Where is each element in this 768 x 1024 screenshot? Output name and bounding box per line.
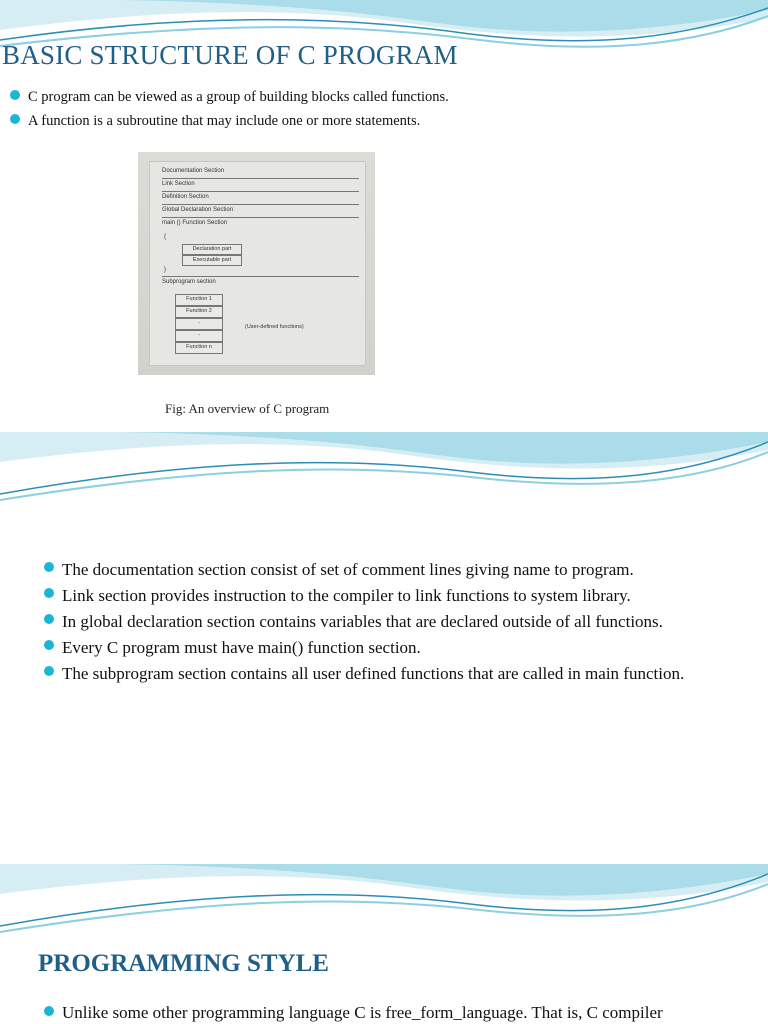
figure-brace-open: { xyxy=(164,234,167,240)
bullet-text: Link section provides instruction to the compiler to link functions to system library. xyxy=(62,586,631,605)
slide-basic-structure xyxy=(0,0,768,432)
figure-divider xyxy=(162,204,359,205)
bullet-dot-icon xyxy=(10,90,20,100)
bullet-list xyxy=(10,87,750,135)
header-wave-decoration xyxy=(0,432,768,507)
figure-divider xyxy=(162,191,359,192)
figure-brace-close: } xyxy=(164,267,167,273)
bullet-dot-icon xyxy=(44,588,54,598)
list-item xyxy=(44,584,724,607)
figure-subprogram-label: Subprogram section xyxy=(162,279,216,285)
list-item xyxy=(44,1001,764,1024)
figure-divider xyxy=(162,276,359,277)
figure-executable-box: Executable part xyxy=(182,255,242,266)
figure-divider xyxy=(162,217,359,218)
bullet-dot-icon xyxy=(44,666,54,676)
figure-function-box: Function 1 xyxy=(175,294,223,306)
header-wave-decoration xyxy=(0,864,768,939)
list-item xyxy=(44,610,724,633)
figure-section-label: Documentation Section xyxy=(162,168,225,174)
bullet-text: Every C program must have main() function section. xyxy=(62,638,421,657)
figure-user-defined-note: (User-defined functions) xyxy=(245,324,304,330)
figure-paper xyxy=(149,161,366,366)
slide-title: PROGRAMMING STYLE xyxy=(38,950,329,977)
bullet-dot-icon xyxy=(44,1006,54,1016)
figure-function-box: - xyxy=(175,330,223,342)
bullet-list xyxy=(44,558,724,688)
figure-section-label: Definition Section xyxy=(162,194,209,200)
c-program-structure-figure xyxy=(138,152,375,375)
slide-sections-explained xyxy=(0,432,768,864)
bullet-text: C program can be viewed as a group of building blocks called functions. xyxy=(28,89,449,105)
figure-divider xyxy=(162,178,359,179)
figure-caption: Fig: An overview of C program xyxy=(165,401,330,416)
bullet-text: The subprogram section contains all user defined functions that are called in main function. xyxy=(62,664,685,683)
figure-section-label: main () Function Section xyxy=(162,220,228,226)
figure-function-box: Function 2 xyxy=(175,306,223,318)
figure-function-box: - xyxy=(175,318,223,330)
figure-section-label: Global Declaration Section xyxy=(162,207,234,213)
bullet-text: In global declaration section contains variables that are declared outside of all functions. xyxy=(62,612,663,631)
bullet-dot-icon xyxy=(10,114,20,124)
list-item xyxy=(44,558,724,581)
bullet-dot-icon xyxy=(44,562,54,572)
figure-function-box: Function n xyxy=(175,342,223,354)
list-item xyxy=(10,111,750,131)
bullet-text: A function is a subroutine that may include one or more statements. xyxy=(28,113,421,129)
bullet-dot-icon xyxy=(44,614,54,624)
slide-title: BASIC STRUCTURE OF C PROGRAM xyxy=(2,40,458,70)
list-item xyxy=(44,636,724,659)
figure-declaration-box: Declaration part xyxy=(182,244,242,255)
bullet-list xyxy=(44,1001,764,1024)
list-item xyxy=(44,662,724,685)
bullet-text: The documentation section consist of set of comment lines giving name to program. xyxy=(62,560,634,579)
bullet-dot-icon xyxy=(44,640,54,650)
bullet-text: Unlike some other programming language C is free_form_language. That is, C compiler xyxy=(62,1003,663,1022)
list-item xyxy=(10,87,750,107)
figure-section-label: Link Section xyxy=(162,181,195,187)
slide-programming-style xyxy=(0,864,768,1024)
